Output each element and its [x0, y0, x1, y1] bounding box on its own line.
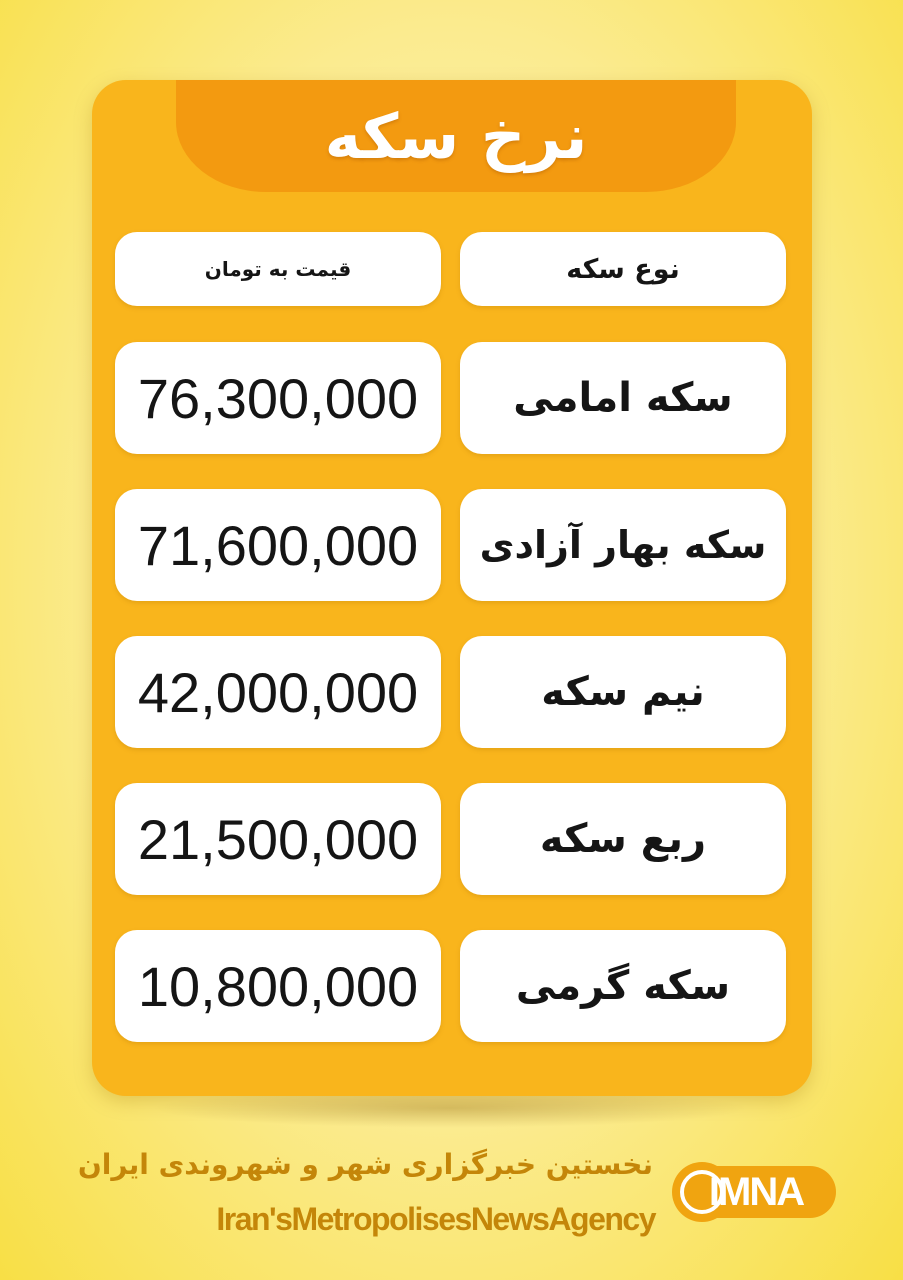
coin-name-cell: نیم سکه — [460, 636, 786, 748]
header-coin-type: نوع سکه — [460, 232, 786, 306]
coin-name-cell: سکه امامی — [460, 342, 786, 454]
price-cell: 21,500,000 — [115, 783, 441, 895]
header-price: قیمت به تومان — [115, 232, 441, 306]
agency-tagline-persian: نخستین خبرگزاری شهر و شهروندی ایران — [77, 1148, 653, 1181]
price-cell: 76,300,000 — [115, 342, 441, 454]
logo-text: IMNA — [708, 1169, 804, 1214]
imna-logo — [672, 1160, 840, 1224]
coin-name-cell: سکه گرمی — [460, 930, 786, 1042]
price-cell: 42,000,000 — [115, 636, 441, 748]
price-cell: 71,600,000 — [115, 489, 441, 601]
coin-name-cell: سکه بهار آزادی — [460, 489, 786, 601]
price-cell: 10,800,000 — [115, 930, 441, 1042]
page-title: نرخ سکه — [324, 99, 588, 173]
coin-name-cell: ربع سکه — [460, 783, 786, 895]
agency-tagline-english: Iran'sMetropolisesNewsAgency — [216, 1201, 655, 1237]
